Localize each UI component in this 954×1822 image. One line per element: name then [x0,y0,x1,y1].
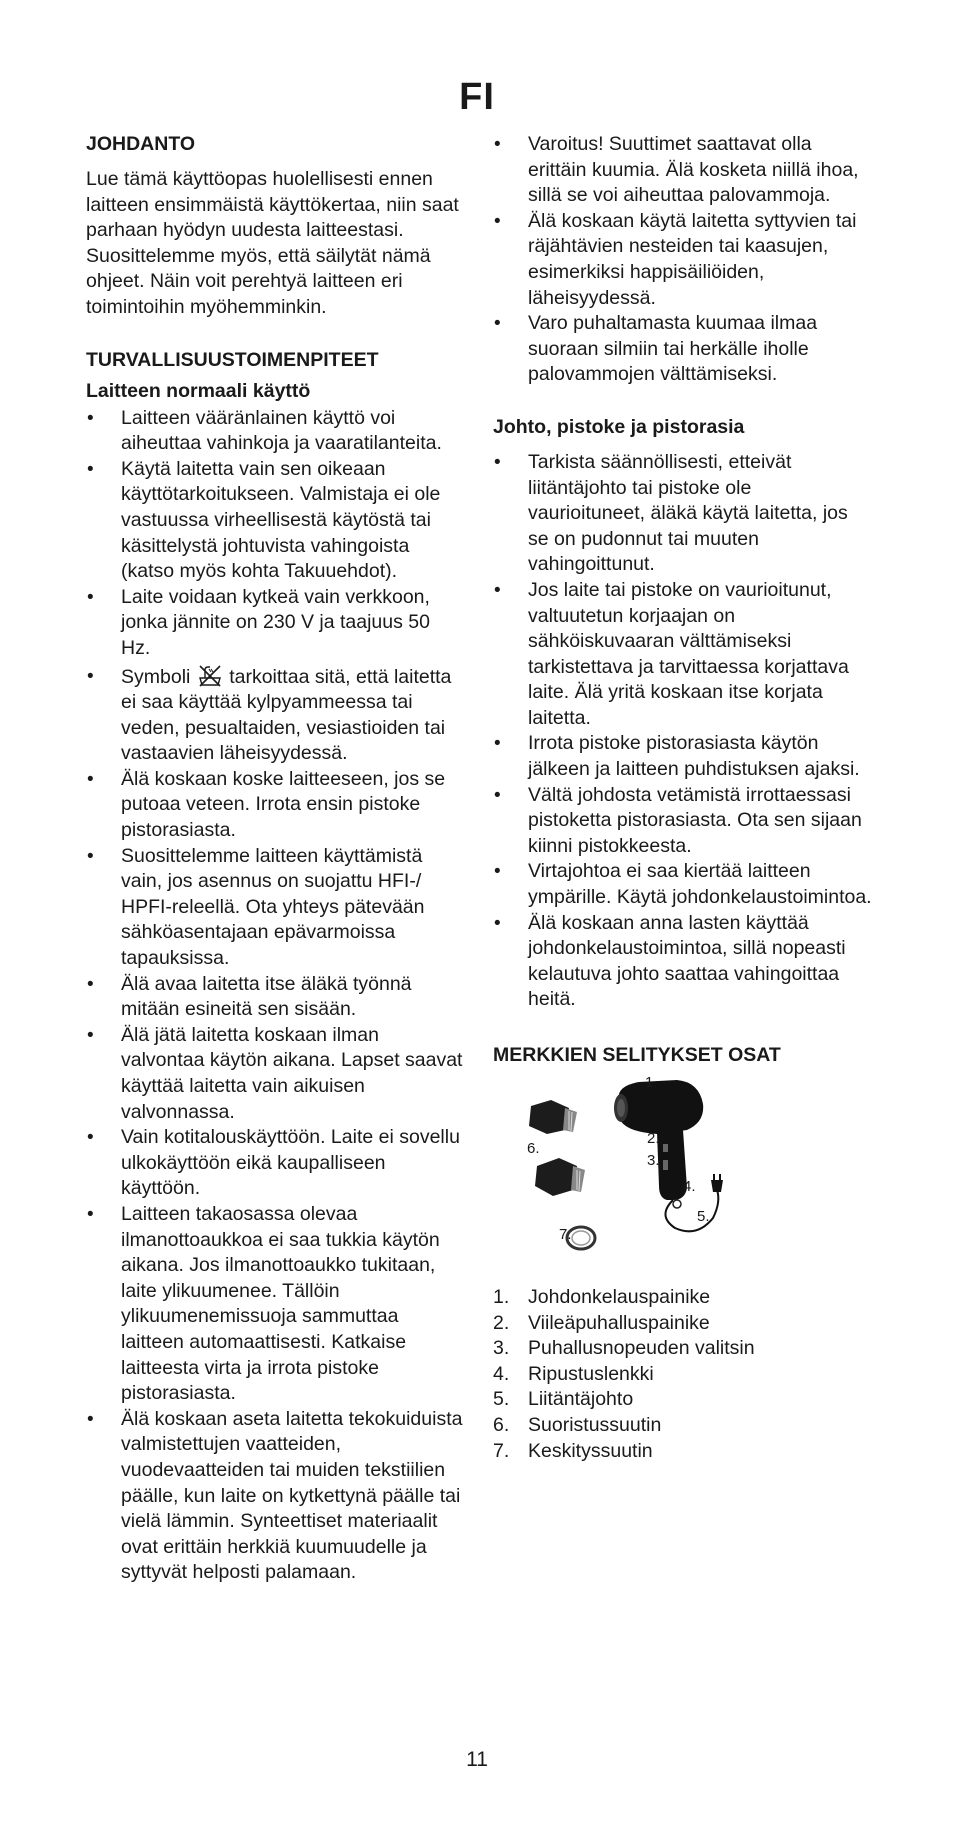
list-item: 4. Ripustuslenkki [493,1362,654,1385]
list-item: 5. Liitäntäjohto [493,1388,634,1411]
symbol-text-before: Symboli [121,665,191,688]
list-item: • Virtajohtoa ei saa kiertää laitteen ympärille. Käytä johdonkelaustoimintoa. [493,859,873,910]
list-item-symbol [86,664,464,767]
symbol-text-after: tarkoittaa sitä, että laitetta ei saa käyttää kylpyammeessa tai veden, pesualtaiden, vesiastioiden tai vastaavien läheisyydessä. [121,665,452,765]
figure-label-6: 6. [527,1140,540,1157]
cord-heading: Johto, pistoke ja pistorasia [493,415,745,438]
list-item: • Käytä laitetta vain sen oikeaan käyttötarkoitukseen. Valmistaja ei ole vastuussa virheellisestä käytöstä tai käsittelystä johtuvista vahingoista (katso myös kohta Takuuehdot). [86,457,464,585]
safety-bullet-list [86,406,464,1586]
list-item: • Laitteen takaosassa olevaa ilmanottoaukkoa ei saa tukkia käytön aikana. Jos ilmanottoaukko tukitaan, laite ylikuumenee. Tällöin ylikuumenemissuoja sammuttaa laitteen automaattisesti. Katkaise laitteesta virta ja irrota pistoke pistorasiasta. [86,1202,464,1407]
language-title: FI [459,76,495,118]
right-column [493,132,873,1464]
warning-bullet-list [493,132,873,388]
list-item: 6. Suoristussuutin [493,1413,662,1436]
cord-bullet-list [493,450,873,1013]
list-item: • Älä koskaan anna lasten käyttää johdonkelaustoimintoa, sillä nopeasti kelautuva johto saattaa vahingoittaa heitä. [493,911,873,1013]
list-item: 1. Johdonkelauspainike [493,1286,711,1308]
figure-label-4: 4. [683,1178,696,1195]
list-item: • Laite voidaan kytkeä vain verkkoon, jonka jännite on 230 V ja taajuus 50 Hz. [86,585,464,662]
list-item: • Jos laite tai pistoke on vaurioitunut, valtuutetun korjaajan on sähköiskuvaaran välttämiseksi tarkistettava ja tarvittaessa korjattava laite. Älä yritä koskaan itse korjata laitetta. [493,578,873,732]
left-column [86,132,464,1586]
list-item: • Varo puhaltamasta kuumaa ilmaa suoraan silmiin tai herkälle iholle palovammojen välttämiseksi. [493,311,873,388]
list-item: • Suosittelemme laitteen käyttämistä vain, jos asennus on suojattu HFI-/ HPFI-releellä. Ota yhteys pätevään sähköasentajaan epävarmoissa tapauksissa. [86,844,464,972]
normal-use-heading: Laitteen normaali käyttö [86,379,311,402]
figure-label-5: 5. [697,1208,710,1225]
list-item: • Älä avaa laitetta itse äläkä työnnä mitään esineitä sen sisään. [86,972,464,1023]
list-item: • Laitteen vääränlainen käyttö voi aiheuttaa vahinkoja ja vaaratilanteita. [86,406,464,457]
no-water-symbol-icon [197,664,223,688]
hair-dryer-drawing [507,1078,747,1263]
list-item: • Älä koskaan aseta laitetta tekokuiduista valmistettujen vaatteiden, vuodevaatteiden tai muiden tekstiilien päälle, kun laite on kytkettynä päälle tai vielä lämmin. Synteettiset materiaalit ovat erittäin herkkiä kuumuudelle ja syttyvät helposti palamaan. [86,1407,464,1586]
list-item: • Irrota pistoke pistorasiasta käytön jälkeen ja laitteen puhdistuksen ajaksi. [493,731,873,782]
parts-heading: MERKKIEN SELITYKSET OSAT [493,1044,781,1066]
figure-label-7: 7. [559,1226,572,1243]
list-item: 7. Keskityssuutin [493,1439,653,1462]
list-item: • Älä jätä laitetta koskaan ilman valvontaa käytön aikana. Lapset saavat käyttää laitetta vain aikuisen valvonnassa. [86,1023,464,1125]
list-item: • Tarkista säännöllisesti, etteivät liitäntäjohto tai pistoke ole vaurioituneet, äläkä käytä laitetta, jos se on pudonnut tai muuten vahingoittunut. [493,450,873,578]
intro-text: Lue tämä käyttöopas huolellisesti ennen laitteen ensimmäistä käyttökertaa, niin saat parhaan hyödyn uudesta laitteestasi. Suosittelemme myös, että säilytät nämä ohjeet. Näin voit perehtyä laitteen eri toimintoihin myöhemminkin. [86,168,459,318]
list-item: 2. Viileäpuhalluspainike [493,1311,710,1334]
figure-label-1: 1. [645,1074,658,1091]
list-item: • Älä koskaan koske laitteeseen, jos se putoaa veteen. Irrota ensin pistoke pistorasiasta. [86,767,464,844]
list-item: • Varoitus! Suuttimet saattavat olla erittäin kuumia. Älä kosketa niillä ihoa, sillä se voi aiheuttaa palovammoja. [493,132,873,209]
safety-heading: TURVALLISUUSTOIMENPITEET [86,348,379,371]
figure-label-2: 2. [647,1130,660,1147]
page-number: 11 [466,1748,488,1771]
figure-label-3: 3. [647,1152,660,1169]
list-item: • Vain kotitalouskäyttöön. Laite ei sovellu ulkokäyttöön eikä kaupalliseen käyttöön. [86,1125,464,1202]
hair-dryer-parts-illustration [507,1074,747,1263]
list-item: • Älä koskaan käytä laitetta syttyvien tai räjähtävien nesteiden tai kaasujen, esimerkiksi happisäiliöiden, läheisyydessä. [493,209,873,311]
list-item: 3. Puhallusnopeuden valitsin [493,1337,755,1360]
list-item: • Vältä johdosta vetämistä irrottaessasi pistoketta pistorasiasta. Ota sen sijaan kiinni pistokkeesta. [493,783,873,860]
intro-heading: JOHDANTO [86,133,196,155]
parts-list [493,1285,873,1464]
